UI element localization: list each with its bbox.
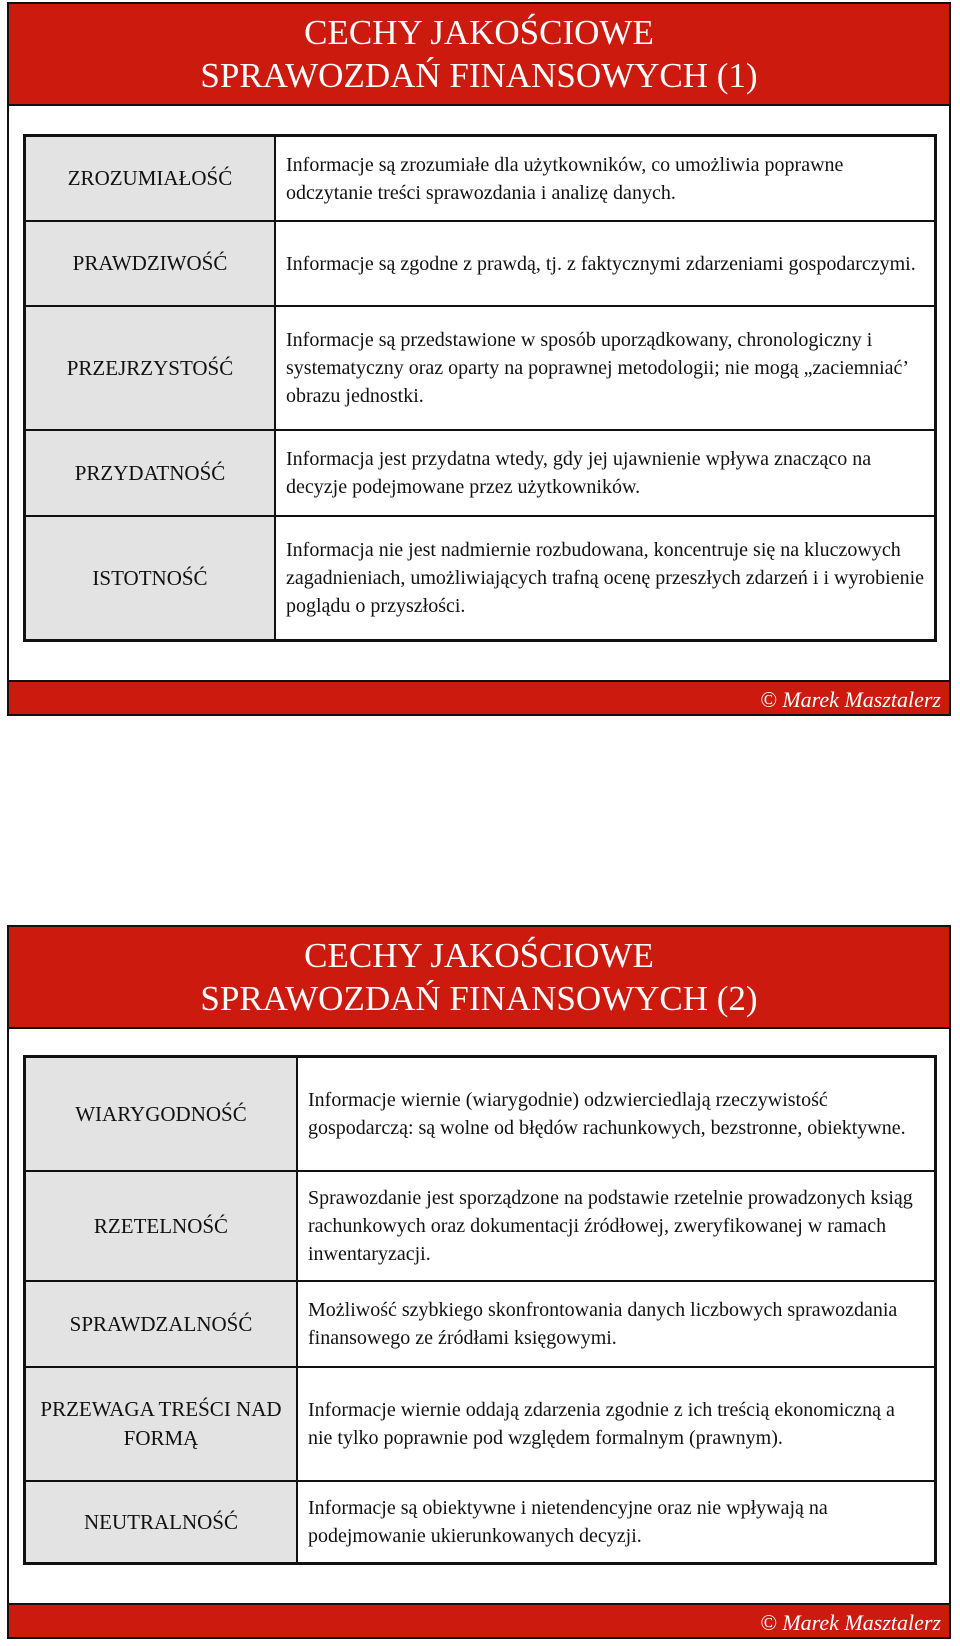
- term-cell: PRAWDZIWOŚĆ: [26, 222, 276, 307]
- slide-2-title-line-1: CECHY JAKOŚCIOWE: [304, 936, 654, 975]
- description-cell: Informacja jest przydatna wtedy, gdy jej ujawnienie wpływa znacząco na decyzje podejmowane przez użytkowników.: [276, 431, 934, 517]
- description-cell: Informacja nie jest nadmiernie rozbudowana, koncentruje się na kluczowych zagadnieniach, umożliwiających trafną ocenę przeszłych zdarzeń i i wyrobienie poglądu o przyszłości.: [276, 517, 934, 639]
- term-cell: RZETELNOŚĆ: [26, 1172, 298, 1282]
- description-cell: Informacje są przedstawione w sposób uporządkowany, chronologiczny i systematyczny oraz oparty na poprawnej metodologii; nie mogą „zaciemniać’ obrazu jednostki.: [276, 307, 934, 431]
- slide-1-title-line-1: CECHY JAKOŚCIOWE: [304, 13, 654, 52]
- term-cell: SPRAWDZALNOŚĆ: [26, 1282, 298, 1368]
- slide-2-title-banner: [9, 927, 949, 1029]
- slide-1: [7, 2, 951, 716]
- description-cell: Informacje są obiektywne i nietendencyjne oraz nie wpływają na podejmowanie ukierunkowanych decyzji.: [298, 1482, 934, 1562]
- description-cell: Informacje są zrozumiałe dla użytkowników, co umożliwia poprawne odczytanie treści sprawozdania i analizę danych.: [276, 137, 934, 222]
- description-cell: Sprawozdanie jest sporządzone na podstawie rzetelnie prowadzonych ksiąg rachunkowych oraz dokumentacji źródłowej, zweryfikowanej w ramach inwentaryzacji.: [298, 1172, 934, 1282]
- term-cell: WIARYGODNOŚĆ: [26, 1058, 298, 1172]
- description-cell: Informacje są zgodne z prawdą, tj. z faktycznymi zdarzeniami gospodarczymi.: [276, 222, 934, 307]
- slide-1-footer-copyright: © Marek Masztalerz: [9, 680, 949, 714]
- slide-2-footer-copyright: © Marek Masztalerz: [9, 1603, 949, 1637]
- term-cell: NEUTRALNOŚĆ: [26, 1482, 298, 1562]
- term-cell: PRZEJRZYSTOŚĆ: [26, 307, 276, 431]
- description-cell: Informacje wiernie oddają zdarzenia zgodnie z ich treścią ekonomiczną a nie tylko poprawnie pod względem formalnym (prawnym).: [298, 1368, 934, 1482]
- slide-1-title-banner: [9, 4, 949, 106]
- slide-1-title-line-2: SPRAWOZDAŃ FINANSOWYCH (1): [200, 56, 758, 95]
- term-cell: PRZEWAGA TREŚCI NAD FORMĄ: [26, 1368, 298, 1482]
- slide-2: [7, 925, 951, 1639]
- term-cell: ZROZUMIAŁOŚĆ: [26, 137, 276, 222]
- term-cell: ISTOTNOŚĆ: [26, 517, 276, 639]
- slide-2-table: [23, 1055, 937, 1565]
- slide-2-title-line-2: SPRAWOZDAŃ FINANSOWYCH (2): [200, 979, 758, 1018]
- description-cell: Informacje wiernie (wiarygodnie) odzwierciedlają rzeczywistość gospodarczą: są wolne od błędów rachunkowych, bezstronne, obiektywne.: [298, 1058, 934, 1172]
- term-cell: PRZYDATNOŚĆ: [26, 431, 276, 517]
- description-cell: Możliwość szybkiego skonfrontowania danych liczbowych sprawozdania finansowego ze źródłami księgowymi.: [298, 1282, 934, 1368]
- slide-1-table: [23, 134, 937, 642]
